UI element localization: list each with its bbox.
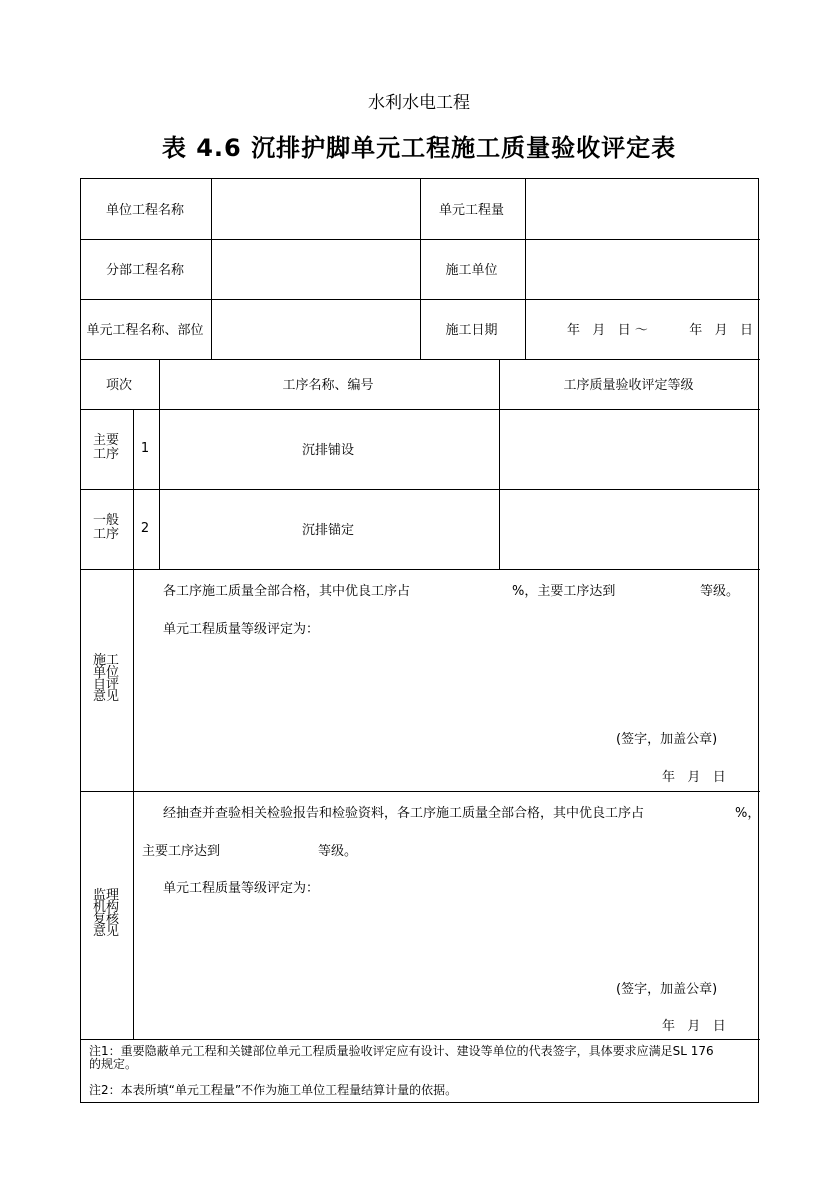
header-process: 工序名称、编号 [282,377,374,393]
note-1: 注1：重要隐蔽单元工程和关键部位单元工程质量验收评定应有设计、建设等单位的代表签字，具体要求应满足SL 176的规定。 [89,1044,714,1071]
row-divider [81,1039,760,1040]
supervision-date: 年 月 日 [662,1019,726,1034]
supervision-text-b: %， [735,806,761,821]
header-grade: 工序质量验收评定等级 [563,377,694,393]
self-eval-text-a: 各工序施工质量全部合格，其中优良工序占 [163,584,411,599]
label-unit-project-name: 单位工程名称 [105,202,184,218]
label-division-project-name: 分部工程名称 [105,262,184,278]
document-header: 水利水电工程 [368,93,470,113]
supervision-text-a: 经抽查并查验相关检验报告和检验资料，各工序施工质量全部合格，其中优良工序占 [163,806,645,821]
date-range: 年 月 日 ～ 年 月 日 [566,322,753,338]
supervision-grade-line: 单元工程质量等级评定为： [163,881,320,896]
process-name: 沉排铺设 [301,442,354,458]
header-item: 项次 [105,377,132,393]
form-title: 表 4.6 沉排护脚单元工程施工质量验收评定表 [161,134,677,162]
self-eval-text-c: 等级。 [700,584,740,599]
supervision-label: 监理 机构 复核 意见 [92,888,119,939]
supervision-sign: (签字，加盖公章) [616,982,718,997]
label-unit-name-location: 单元工程名称、部位 [86,322,204,338]
self-eval-label: 施工 单位 自评 意见 [92,653,119,704]
supervision-text-d: 等级。 [318,844,358,859]
self-eval-grade-line: 单元工程质量等级评定为： [163,622,320,637]
col-divider [133,569,134,1039]
process-no: 2 [140,520,150,536]
note-2: 注2：本表所填“单元工程量”不作为施工单位工程量结算计量的依据。 [89,1083,458,1097]
self-eval-date: 年 月 日 [662,770,726,785]
supervision-text-c: 主要工序达到 [142,844,221,859]
label-construction-date: 施工日期 [445,322,498,338]
process-no: 1 [140,440,150,456]
process-name: 沉排锚定 [301,522,354,538]
label-unit-quantity: 单元工程量 [438,202,504,218]
row-divider [81,791,760,792]
process-category-general: 一般 工序 [92,513,119,542]
self-eval-text-b: %，主要工序达到 [512,584,616,599]
process-category-main: 主要 工序 [92,433,119,462]
label-construction-unit: 施工单位 [445,262,498,278]
row-divider [81,569,760,570]
col-divider [211,179,212,359]
self-eval-sign: (签字，加盖公章) [616,732,718,747]
